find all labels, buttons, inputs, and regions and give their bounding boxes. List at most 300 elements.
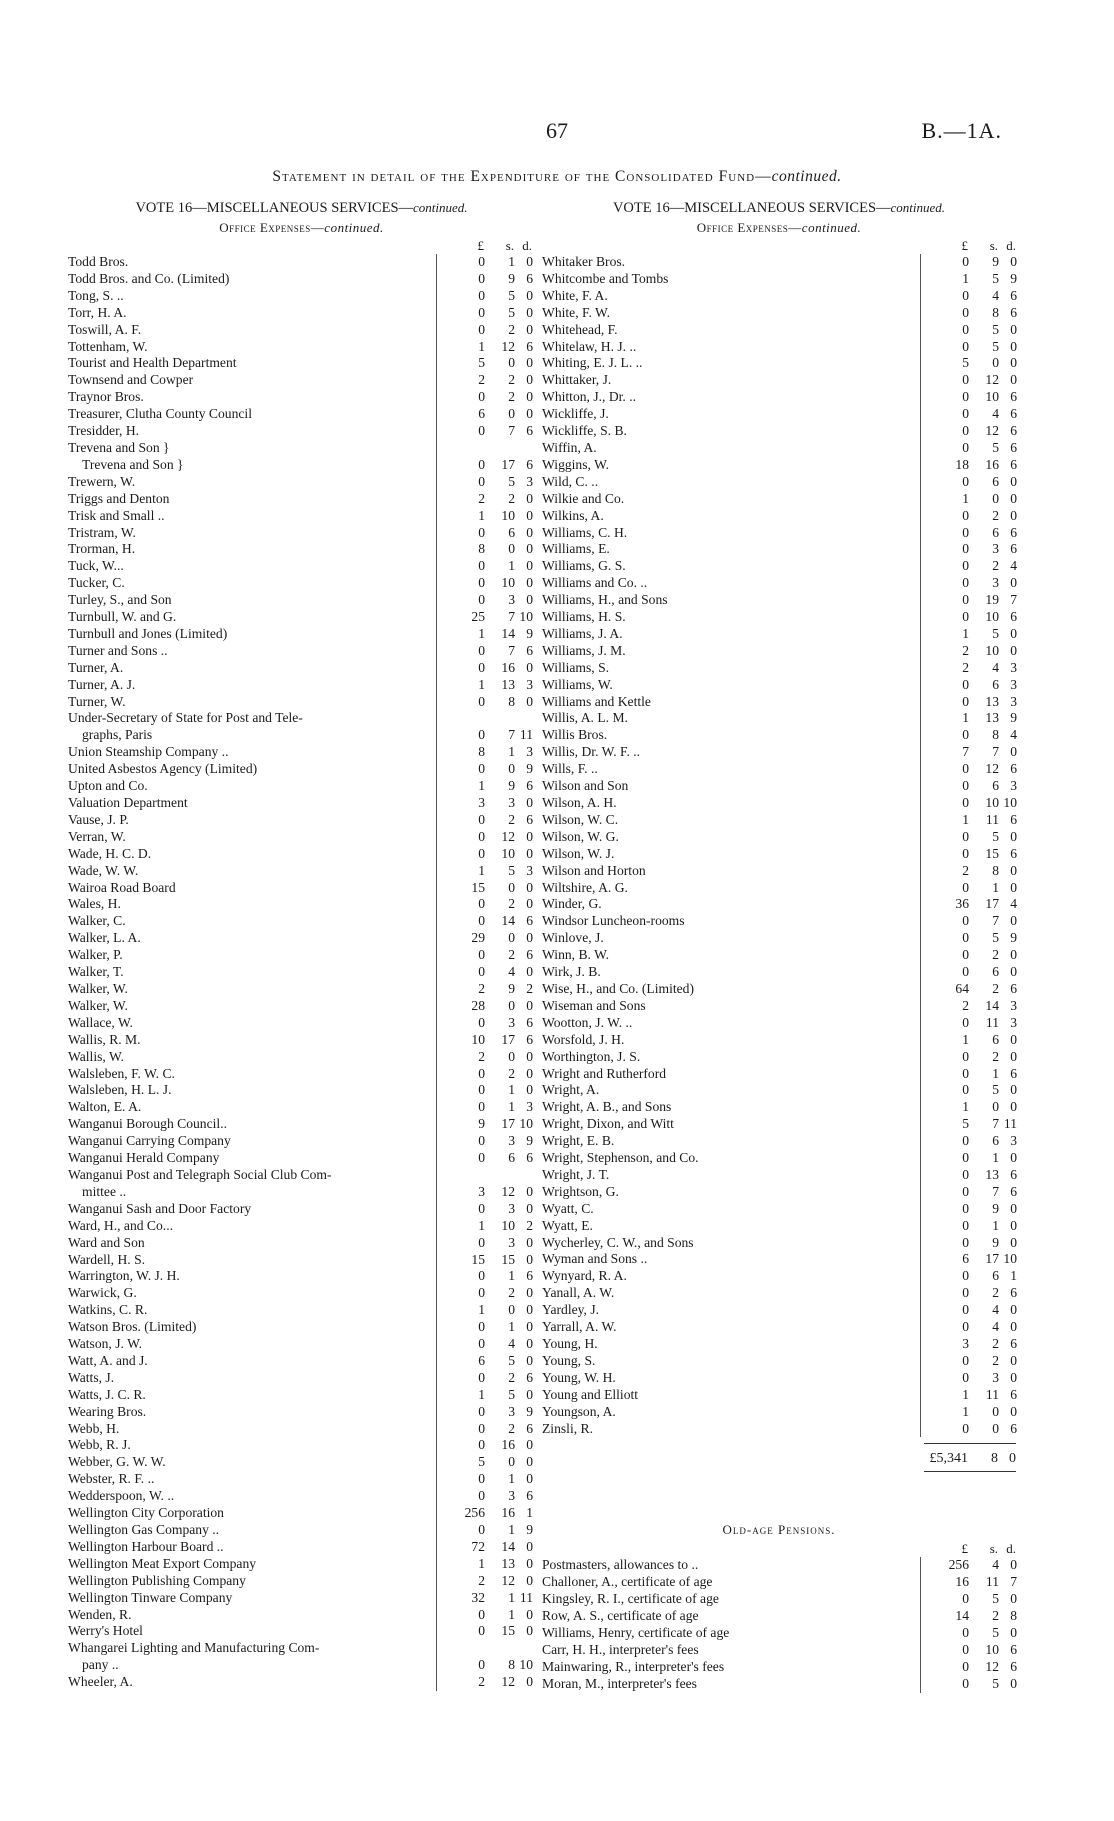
payee-name: [542, 1167, 914, 1184]
vote-heading: [542, 198, 1016, 218]
amount: [436, 1218, 535, 1235]
expense-row: [542, 1404, 1016, 1421]
payee-name: [542, 1251, 914, 1268]
amount: [920, 1659, 1019, 1676]
payee-name: [542, 305, 914, 322]
payee-name-text: Winn, B. W.: [542, 947, 610, 963]
amount-pence: 9: [526, 1133, 533, 1149]
amount: [436, 829, 535, 846]
amount-pounds: 0: [962, 558, 969, 574]
amount: [436, 1674, 535, 1691]
amount-pounds: 1: [478, 778, 485, 794]
amount-shillings: 7: [992, 913, 999, 929]
amount-shillings: 2: [508, 896, 515, 912]
amount-pence: 3: [1010, 693, 1017, 709]
amount-shillings: 5: [992, 930, 999, 946]
amount-pounds: 5: [478, 1454, 485, 1470]
amount-pounds: 9: [478, 1116, 485, 1132]
amount-pence: 3: [526, 1099, 533, 1115]
amount: [436, 913, 535, 930]
amount: [920, 643, 1019, 660]
payee-name: [68, 440, 432, 474]
payee-name: [542, 981, 914, 998]
amount-pence: 4: [1010, 896, 1017, 912]
payee-name: [542, 1591, 914, 1608]
pence-unit: d.: [522, 238, 532, 253]
payee-name-text: Williams, G. S.: [542, 558, 626, 574]
expense-row: [542, 677, 1016, 694]
amount-pounds: 0: [478, 1471, 485, 1487]
payee-name: [68, 1505, 432, 1522]
amount-pounds: 5: [962, 1116, 969, 1132]
expense-row: [68, 1505, 535, 1522]
expense-row: [68, 710, 535, 744]
payee-name: [68, 1488, 432, 1505]
expense-row: [542, 1642, 1016, 1659]
expense-row: [542, 609, 1016, 626]
payee-name: [68, 1319, 432, 1336]
amount-pounds: 3: [962, 1336, 969, 1351]
expense-row: [68, 1387, 535, 1404]
amount-pounds: 0: [962, 1369, 969, 1385]
expense-row: [542, 998, 1016, 1015]
amount-pounds: 0: [962, 693, 969, 709]
payee-name-text: Wellington City Corporation: [68, 1505, 224, 1521]
amount-pence: 0: [1010, 1369, 1017, 1385]
amount-shillings: 7: [508, 727, 515, 743]
amount-pounds: 0: [962, 930, 969, 946]
payee-name-text: Wilson and Horton: [542, 862, 646, 878]
pensions-units-row: [542, 1541, 1016, 1557]
amount-shillings: 10: [501, 507, 515, 523]
amount-shillings: 11: [985, 811, 999, 827]
amount-pounds: 0: [478, 1082, 485, 1098]
payee-name-text: Triggs and Denton: [68, 490, 170, 506]
amount-shillings: 8: [508, 1657, 515, 1673]
payee-name-text: Watson, J. W.: [68, 1336, 143, 1352]
amount-pence: 0: [526, 1336, 533, 1352]
payee-name-text: Wilson, W. G.: [542, 828, 619, 844]
amount-shillings: 16: [501, 1505, 515, 1521]
amount: [436, 1201, 535, 1218]
amount-shillings: 3: [508, 795, 515, 811]
amount-pounds: 0: [478, 761, 485, 777]
payee-name-continuation: Trevena and Son }: [82, 456, 184, 472]
expense-row: [68, 930, 535, 947]
amount-pounds: 2: [478, 981, 485, 996]
pound-unit: £: [961, 1541, 968, 1557]
amount-pounds: 0: [962, 913, 969, 929]
payee-name: [542, 1302, 914, 1319]
payee-name: [542, 1150, 914, 1167]
amount: [436, 1573, 535, 1590]
amount: [920, 913, 1019, 930]
amount: [920, 592, 1019, 609]
pence-unit: d.: [1006, 238, 1016, 253]
amount-shillings: 2: [992, 947, 999, 963]
expense-row: [68, 1674, 535, 1691]
payee-name: [542, 1336, 914, 1353]
amount-shillings: 3: [508, 1234, 515, 1250]
vote-heading-italic: continued.: [890, 200, 946, 215]
amount-shillings: 5: [508, 862, 515, 878]
amount-pounds: 0: [478, 524, 485, 540]
amount-pounds: 0: [962, 1352, 969, 1368]
payee-name: [542, 896, 914, 913]
amount-pounds: 2: [478, 490, 485, 506]
amount-pence: 0: [526, 1302, 533, 1318]
amount-pounds: 0: [962, 1183, 969, 1199]
amount-pence: 3: [526, 676, 533, 692]
amount-pence: 6: [526, 456, 533, 472]
amount-pounds: 0: [478, 1285, 485, 1301]
expense-row: [68, 896, 535, 913]
amount-shillings: 15: [985, 845, 999, 861]
shilling-unit: s.: [989, 1541, 998, 1557]
amount-pounds: 0: [962, 727, 969, 743]
amount-shillings: 16: [501, 659, 515, 675]
amount-pence: 0: [526, 1538, 533, 1554]
payee-name: [542, 1032, 914, 1049]
amount-pence: 6: [526, 913, 533, 929]
amount-pounds: 0: [478, 1336, 485, 1352]
payee-name-text: Tourist and Health Department: [68, 355, 237, 371]
amount-pence: 0: [526, 1048, 533, 1064]
payee-name-text: Walker, T.: [68, 964, 124, 980]
amount-pence: 0: [526, 575, 533, 591]
payee-name-text: Tottenham, W.: [68, 338, 148, 354]
expense-row: [542, 1032, 1016, 1049]
payee-name: [542, 710, 914, 727]
amount-pence: 6: [1010, 541, 1017, 557]
amount-pounds: 0: [962, 1150, 969, 1166]
amount: [436, 508, 535, 525]
amount-pounds: 0: [478, 1369, 485, 1385]
payee-name: [68, 355, 432, 372]
payee-name-text: Watkins, C. R.: [68, 1302, 148, 1318]
payee-name: [68, 981, 432, 998]
amount-shillings: 16: [501, 1437, 515, 1453]
amount-pounds: 0: [962, 1200, 969, 1216]
expense-row: [542, 406, 1016, 423]
amount-shillings: 0: [992, 1420, 999, 1436]
amount: [436, 1015, 535, 1032]
payee-name-text: Wheeler, A.: [68, 1674, 133, 1690]
amount-pence: 0: [526, 879, 533, 895]
amount: [920, 795, 1019, 812]
amount-pounds: 0: [478, 1234, 485, 1250]
payee-name-text: Turley, S., and Son: [68, 592, 172, 608]
amount-pence: 0: [1010, 828, 1017, 844]
amount-pounds: 256: [464, 1505, 485, 1521]
amount-pounds: 0: [478, 642, 485, 658]
amount-shillings: 14: [501, 913, 515, 929]
payee-name: [542, 1387, 914, 1404]
payee-name-text: Tucker, C.: [68, 575, 125, 591]
amount-pence: 9: [1010, 710, 1017, 726]
amount: [920, 1404, 1019, 1421]
payee-name: [68, 626, 432, 643]
amount-pence: 0: [526, 997, 533, 1013]
expense-row: [542, 795, 1016, 812]
amount-pounds: 0: [962, 1302, 969, 1318]
amount-pence: 6: [1010, 304, 1017, 320]
payee-name-text: Wanganui Borough Council..: [68, 1116, 227, 1132]
payee-name-text: Wright and Rutherford: [542, 1065, 667, 1081]
payee-name: [542, 1625, 914, 1642]
amount-pounds: 1: [962, 1403, 969, 1419]
amount: [436, 1590, 535, 1607]
amount-pounds: 1: [478, 1386, 485, 1402]
amount-pounds: 0: [962, 947, 969, 963]
expense-row: [542, 1049, 1016, 1066]
amount-pounds: 0: [478, 947, 485, 963]
payee-name-text: Whangarei Lighting and Manufacturing Com-: [68, 1640, 320, 1656]
amount-shillings: 0: [508, 541, 515, 557]
payee-name: [542, 812, 914, 829]
amount-pounds: 1: [962, 270, 969, 286]
amount-pence: 7: [1010, 1574, 1017, 1590]
amount-pence: 9: [1010, 930, 1017, 946]
amount-pounds: 1: [962, 1031, 969, 1047]
amount: [920, 829, 1019, 846]
amount-pounds: 0: [478, 1150, 485, 1166]
amount-shillings: 1: [508, 1099, 515, 1115]
payee-name: [542, 491, 914, 508]
amount-shillings: 5: [508, 1352, 515, 1368]
amount: [436, 339, 535, 356]
amount-pence: 3: [526, 473, 533, 489]
amount: [436, 1336, 535, 1353]
amount-pounds: 25: [471, 609, 485, 625]
amount-pounds: 72: [471, 1538, 485, 1554]
payee-name-text: Wilson, A. H.: [542, 795, 617, 810]
amount-shillings: 17: [501, 1031, 515, 1047]
payee-name: [68, 863, 432, 880]
amount: [436, 1454, 535, 1471]
amount: [920, 761, 1019, 778]
payee-name: [542, 863, 914, 880]
payee-name: [542, 474, 914, 491]
amount: [436, 355, 535, 372]
payee-name-text: Under-Secretary of State for Post and Tele-: [68, 710, 303, 726]
amount-pounds: 0: [962, 1133, 969, 1149]
amount-pence: 6: [526, 1014, 533, 1030]
amount-pence: 10: [519, 1116, 533, 1132]
payee-name: [542, 592, 914, 609]
amount-shillings: 2: [508, 1285, 515, 1301]
amount-pence: 6: [1010, 406, 1017, 422]
expense-row: [68, 863, 535, 880]
amount-pence: 6: [1010, 811, 1017, 827]
amount-pence: 6: [1010, 845, 1017, 861]
amount: [436, 1370, 535, 1387]
amount: [920, 880, 1019, 897]
payee-name-text: Werry's Hotel: [68, 1623, 143, 1639]
payee-name: [542, 1116, 914, 1133]
payee-name-text: Willis Bros.: [542, 727, 608, 743]
expense-row: [542, 880, 1016, 897]
amount-pence: 0: [526, 287, 533, 303]
payee-name: [68, 1437, 432, 1454]
amount-pence: 0: [1010, 355, 1017, 371]
amount: [920, 863, 1019, 880]
payee-name-text: Trevena and Son }: [68, 439, 170, 455]
amount: [920, 1066, 1019, 1083]
amount-pounds: 0: [962, 1166, 969, 1182]
payee-name: [542, 880, 914, 897]
amount-shillings: 9: [992, 1200, 999, 1216]
payee-name: [68, 1387, 432, 1404]
payee-name: [542, 1082, 914, 1099]
amount-pence: 0: [1010, 1302, 1017, 1318]
amount-pence: 0: [1010, 642, 1017, 658]
amount-pounds: 1: [478, 676, 485, 692]
amount-pounds: 1: [478, 1302, 485, 1318]
payee-name: [68, 1640, 432, 1674]
currency-units-row: [542, 238, 1016, 254]
amount-pounds: 0: [478, 1065, 485, 1081]
amount-pounds: 0: [962, 828, 969, 844]
expense-row: [542, 896, 1016, 913]
amount-shillings: 4: [508, 1336, 515, 1352]
payee-name: [68, 1099, 432, 1116]
payee-name-continuation: mittee ..: [82, 1183, 127, 1199]
amount-pounds: 0: [962, 1591, 969, 1607]
amount: [920, 1285, 1019, 1302]
payee-name: [542, 1319, 914, 1336]
payee-name-text: Ward, H., and Co...: [68, 1217, 173, 1233]
amount-pounds: 0: [478, 1099, 485, 1115]
amount: [920, 1336, 1019, 1353]
payee-name-text: Wales, H.: [68, 896, 121, 912]
amount-pounds: 0: [962, 423, 969, 439]
payee-name-text: Williams, W.: [542, 676, 613, 692]
amount: [436, 575, 535, 592]
amount-shillings: 2: [508, 1420, 515, 1436]
amount-pence: 9: [526, 1403, 533, 1419]
payee-name: [68, 761, 432, 778]
payee-name-text: Wiggins, W.: [542, 456, 610, 472]
amount-shillings: 12: [985, 423, 999, 439]
amount-shillings: 3: [508, 1200, 515, 1216]
office-expenses-heading: [542, 218, 1016, 238]
amount-shillings: 5: [508, 473, 515, 489]
payee-name: [68, 998, 432, 1015]
amount-shillings: 4: [508, 964, 515, 980]
amount-pounds: 0: [962, 676, 969, 692]
amount-pence: 0: [1010, 1352, 1017, 1368]
payee-name: [68, 1623, 432, 1640]
amount: [920, 947, 1019, 964]
payee-name: [68, 1066, 432, 1083]
amount-shillings: 10: [501, 575, 515, 591]
amount-pence: 10: [1003, 795, 1017, 810]
payee-name: [68, 1032, 432, 1049]
amount-pence: 2: [526, 1217, 533, 1233]
amount-pence: 6: [1010, 1386, 1017, 1402]
amount: [436, 1235, 535, 1252]
payee-name: [68, 1116, 432, 1133]
amount: [920, 1557, 1019, 1574]
amount-pence: 6: [1010, 980, 1017, 996]
payee-name: [542, 761, 914, 778]
amount-shillings: 6: [992, 1268, 999, 1284]
expense-row: [68, 1319, 535, 1336]
amount-shillings: 15: [501, 1251, 515, 1267]
amount: [920, 1184, 1019, 1201]
payee-name: [68, 406, 432, 423]
payee-name: [542, 1676, 914, 1693]
amount: [436, 1505, 535, 1522]
amount-pence: 6: [526, 947, 533, 963]
payee-name-text: Wiffin, A.: [542, 439, 597, 455]
amount-pounds: 2: [962, 997, 969, 1013]
amount-pounds: 0: [962, 1217, 969, 1233]
expense-row: [68, 1353, 535, 1370]
amount-pounds: 18: [955, 456, 969, 472]
expense-row: [542, 575, 1016, 592]
amount: [436, 389, 535, 406]
payee-name: [542, 558, 914, 575]
payee-name: [68, 372, 432, 389]
payee-name-text: Wellington Publishing Company: [68, 1572, 246, 1588]
amount-pounds: 0: [478, 1488, 485, 1504]
amount-pence: 6: [526, 1150, 533, 1166]
amount-pounds: 64: [955, 980, 969, 996]
amount-shillings: 4: [992, 659, 999, 675]
amount-pounds: 0: [478, 270, 485, 286]
amount-pence: 6: [526, 1488, 533, 1504]
amount-pence: 3: [1010, 1133, 1017, 1149]
payee-name-text: Wrightson, G.: [542, 1183, 619, 1199]
payee-name-text: Challoner, A., certificate of age: [542, 1574, 713, 1590]
amount-shillings: 2: [508, 372, 515, 388]
page-number: 67: [546, 118, 568, 143]
amount-pounds: 0: [962, 1268, 969, 1284]
expense-row: [542, 1659, 1016, 1676]
amount: [436, 1404, 535, 1421]
payee-name: [542, 440, 914, 457]
payee-name-text: Carr, H. H., interpreter's fees: [542, 1641, 699, 1657]
amount-pence: 2: [526, 981, 533, 996]
payee-name: [542, 339, 914, 356]
amount-pounds: 0: [478, 845, 485, 861]
amount: [436, 609, 535, 626]
payee-name-text: Worthington, J. S.: [542, 1048, 641, 1064]
payee-name-text: Webster, R. F. ..: [68, 1471, 155, 1487]
amount: [920, 1608, 1019, 1625]
amount-shillings: 14: [985, 997, 999, 1013]
expense-row: [542, 355, 1016, 372]
payee-name: [542, 541, 914, 558]
payee-name: [68, 1201, 432, 1218]
amount-shillings: 0: [508, 1302, 515, 1318]
expense-row: [68, 1252, 535, 1269]
expense-row: [542, 744, 1016, 761]
amount-pence: 0: [526, 1234, 533, 1250]
expense-row: [68, 981, 535, 998]
payee-name: [68, 423, 432, 440]
payee-name: [68, 880, 432, 897]
amount: [436, 761, 535, 778]
payee-name-text: Upton and Co.: [68, 778, 148, 794]
payee-name-text: Wearing Bros.: [68, 1403, 147, 1419]
payee-name: [542, 457, 914, 474]
amount: [436, 1082, 535, 1099]
amount-pence: 0: [1010, 744, 1017, 760]
expense-row: [542, 1557, 1016, 1574]
